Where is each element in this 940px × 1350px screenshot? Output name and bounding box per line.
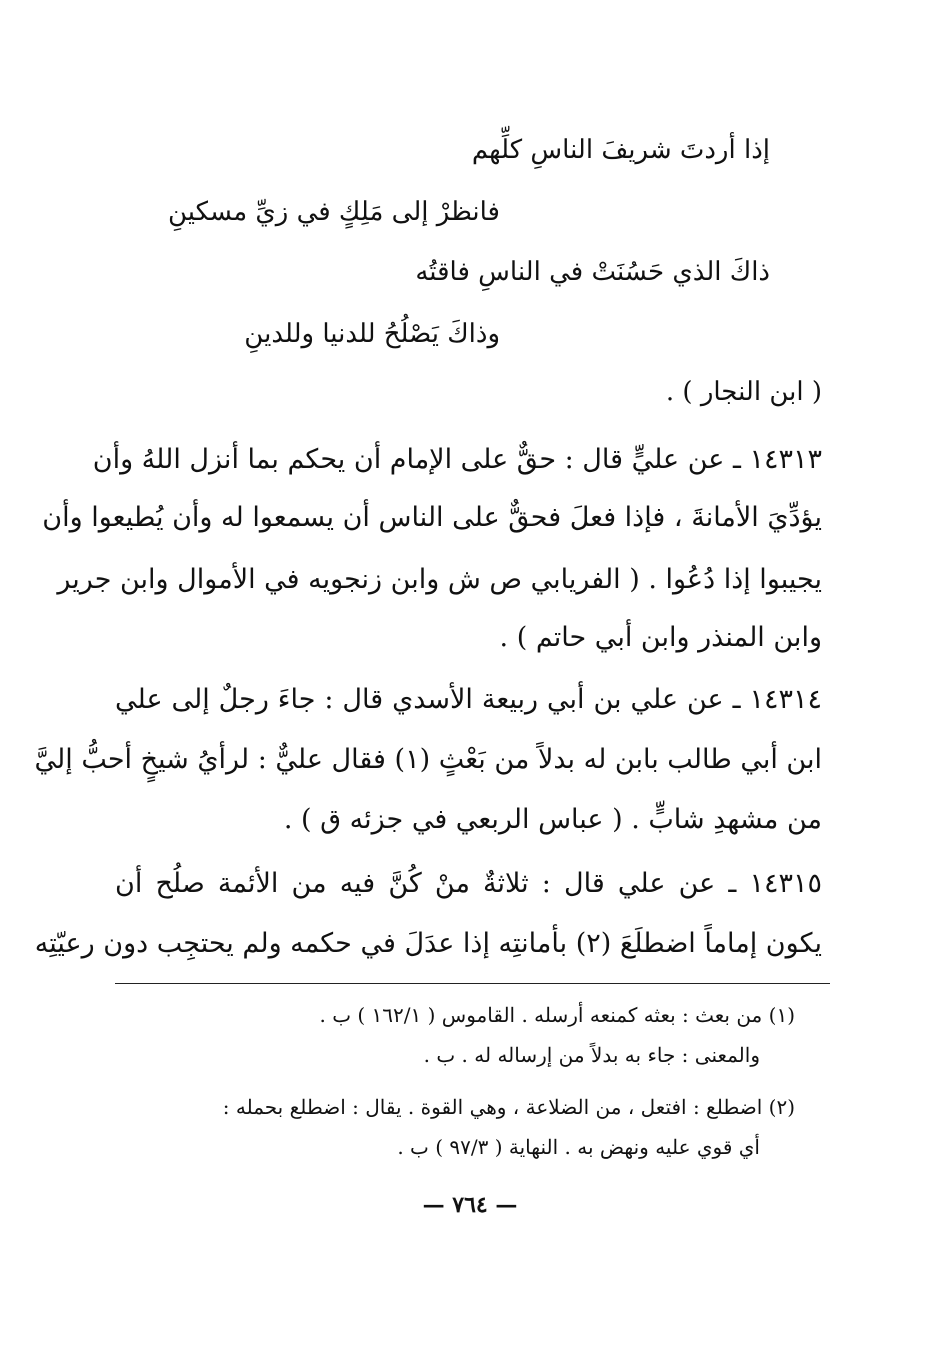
- footnote-separator: [115, 983, 830, 984]
- poem-verse-4: وذاكَ يَصْلُحُ للدنيا وللدينِ: [244, 319, 500, 349]
- entry-14313-line-3: يجيبوا إذا دُعُوا . ( الفريابي ص ش وابن زنجويه في الأموال وابن جرير: [57, 564, 822, 595]
- entry-14315-line-1: ١٤٣١٥ ـ عن علي قال : ثلاثةٌ منْ كُنَّ فيه من الأئمة صلُح أن: [115, 868, 822, 899]
- footnote-2-line-1: (٢) اضطلع : افتعل ، من الضلاعة ، وهي القوة . يقال : اضطلع بحمله :: [222, 1095, 795, 1119]
- poem-source: ( ابن النجار ) .: [665, 377, 822, 407]
- entry-14314-line-3: من مشهدِ شابٍّ . ( عباس الربعي في جزئه ق ) .: [283, 804, 822, 835]
- footnote-1-line-1: (١) من بعث : بعثه كمنعه أرسله . القاموس ( ١٦٢/١ ) ب .: [319, 1003, 795, 1027]
- entry-14315-line-2: يكون إماماً اضطلَعَ (٢) بأمانتِه إذا عدَلَ في حكمه ولم يحتجِب دون رعيّتِه: [34, 928, 822, 959]
- entry-14313-line-2: يؤدِّيَ الأمانةَ ، فإذا فعلَ فحقٌّ على الناس أن يسمعوا له وأن يُطيعوا وأن: [42, 502, 822, 533]
- poem-verse-3: ذاكَ الذي حَسُنَتْ في الناسِ فاقتُه: [415, 257, 770, 287]
- entry-14314-line-1: ١٤٣١٤ ـ عن علي بن أبي ربيعة الأسدي قال : جاءَ رجلٌ إلى علي: [115, 684, 822, 715]
- poem-verse-1: إذا أردتَ شريفَ الناسِ كلِّهم: [471, 135, 770, 165]
- entry-14314-line-2: ابن أبي طالب بابن له بدلاً من بَعْثٍ (١) فقال عليٌّ : لرأيُ شيخٍ أحبُّ إليَّ: [34, 744, 822, 775]
- footnote-1-line-2: والمعنى : جاء به بدلاً من إرساله له . ب .: [423, 1043, 760, 1067]
- poem-verse-2: فانظرْ إلى مَلِكٍ في زيِّ مسكينِ: [168, 197, 500, 227]
- page-number: — ٧٦٤ —: [422, 1192, 518, 1218]
- entry-14313-line-4: وابن المنذر وابن أبي حاتم ) .: [499, 622, 822, 653]
- entry-14313-line-1: ١٤٣١٣ ـ عن عليٍّ قال : حقٌّ على الإمام أن يحكم بما أنزل اللهُ وأن: [92, 444, 822, 475]
- footnote-2-line-2: أي قوي عليه ونهض به . النهاية ( ٩٧/٣ ) ب .: [397, 1135, 760, 1159]
